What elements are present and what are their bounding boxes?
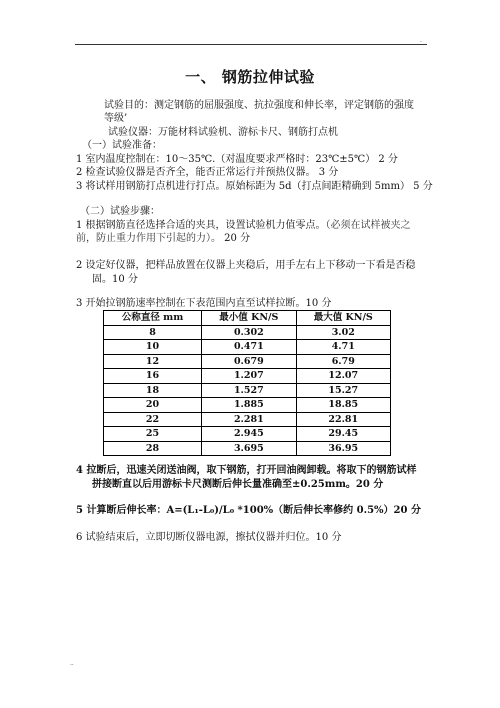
table-row	[104, 354, 391, 369]
min-cell: 1.527	[202, 383, 296, 398]
header-min: 最小值 KN/S	[202, 311, 296, 326]
prep-heading: （一）试验准备：	[82, 140, 162, 151]
header-diameter: 公称直径 mm	[104, 311, 202, 326]
purpose-line-2: 等级’	[104, 113, 128, 124]
step-3: 3 开始拉钢筋速率控制在下表范围内直至试样拉断。10 分	[76, 298, 332, 309]
diameter-cell: 20	[104, 398, 202, 413]
diameter-cell: 18	[104, 383, 202, 398]
diameter-cell: 25	[104, 427, 202, 442]
max-cell: 18.85	[296, 398, 390, 413]
step-1-text: 1 根据钢筋直径选择合适的夹具，设置试验机力值零点。	[76, 220, 326, 231]
table-row	[104, 325, 391, 340]
prep-item-3: 3 将试样用钢筋打点机进行打点。原始标距为 5d（打点间距精确到 5mm） 5 分	[76, 181, 433, 192]
diameter-cell: 10	[104, 340, 202, 355]
steps-heading: （二）试验步骤：	[80, 206, 160, 217]
step-1-score: 20 分	[221, 233, 251, 244]
prep-item-1: 1 室内温度控制在：10～35℃.（对温度要求严格时：23℃±5℃） 2 分	[76, 154, 398, 165]
step-4-line-1: 4 拉断后，迅速关闭送油阀，取下钢筋，打开回油阀卸载。将取下的钢筋试样	[76, 465, 417, 476]
min-cell: 3.695	[202, 441, 296, 456]
diameter-cell: 28	[104, 441, 202, 456]
min-cell: 0.302	[202, 325, 296, 340]
prep-item-2: 2 检查试验仪器是否齐全，能否正常运行并预热仪器。 3 分	[76, 167, 339, 178]
max-cell: 15.27	[296, 383, 390, 398]
table-row	[104, 340, 391, 355]
max-cell: 29.45	[296, 427, 390, 442]
diameter-cell: 12	[104, 354, 202, 369]
header-max: 最大值 KN/S	[296, 311, 390, 326]
instruments-line: 试验仪器：万能材料试验机、游标卡尺、钢筋打点机	[108, 127, 338, 138]
max-cell: 3.02	[296, 325, 390, 340]
max-cell: 6.79	[296, 354, 390, 369]
footer-mark: ..	[70, 660, 74, 667]
step-4-line-2: 拼接断直以后用游标卡尺测断后伸长量准确至±0.25mm。20 分	[92, 479, 384, 490]
min-cell: 2.281	[202, 412, 296, 427]
step-2-line-1: 2 设定好仪器，把样品放置在仪器上夹稳后，用手左右上下移动一下看是否稳	[76, 260, 416, 271]
table-row	[104, 398, 391, 413]
diameter-cell: 22	[104, 412, 202, 427]
step-5-formula: 5 计算断后伸长率：A=(L₁-L₀)/L₀ *100%（断后伸长率修约 0.5%）20 分	[76, 505, 421, 516]
min-cell: 1.207	[202, 369, 296, 384]
page-title: 一、 钢筋拉伸试验	[185, 68, 315, 86]
table-row	[104, 369, 391, 384]
diameter-cell: 16	[104, 369, 202, 384]
step-6: 6 试验结束后，立即切断仪器电源，擦拭仪器并归位。10 分	[76, 532, 342, 543]
min-cell: 1.885	[202, 398, 296, 413]
max-cell: 36.95	[296, 441, 390, 456]
step-1	[76, 219, 430, 245]
table-row	[104, 383, 391, 398]
min-cell: 0.679	[202, 354, 296, 369]
min-cell: 0.471	[202, 340, 296, 355]
min-cell: 2.945	[202, 427, 296, 442]
header-rule	[75, 44, 427, 45]
purpose-line-1: 试验目的：测定钢筋的屈服强度、抗拉强度和伸长率，评定钢筋的强度	[104, 100, 414, 111]
table-header-row	[104, 311, 391, 326]
table-row	[104, 412, 391, 427]
corner-mark: .	[420, 37, 422, 44]
table-row	[104, 427, 391, 442]
diameter-cell: 8	[104, 325, 202, 340]
loading-rate-table	[103, 310, 391, 456]
step-2-line-2: 固。10 分	[92, 274, 138, 285]
step-1-note: （必须在试样被夹之前，防止重力作用下引起的力）。	[76, 220, 411, 244]
max-cell: 12.07	[296, 369, 390, 384]
max-cell: 4.71	[296, 340, 390, 355]
max-cell: 22.81	[296, 412, 390, 427]
table-row	[104, 441, 391, 456]
